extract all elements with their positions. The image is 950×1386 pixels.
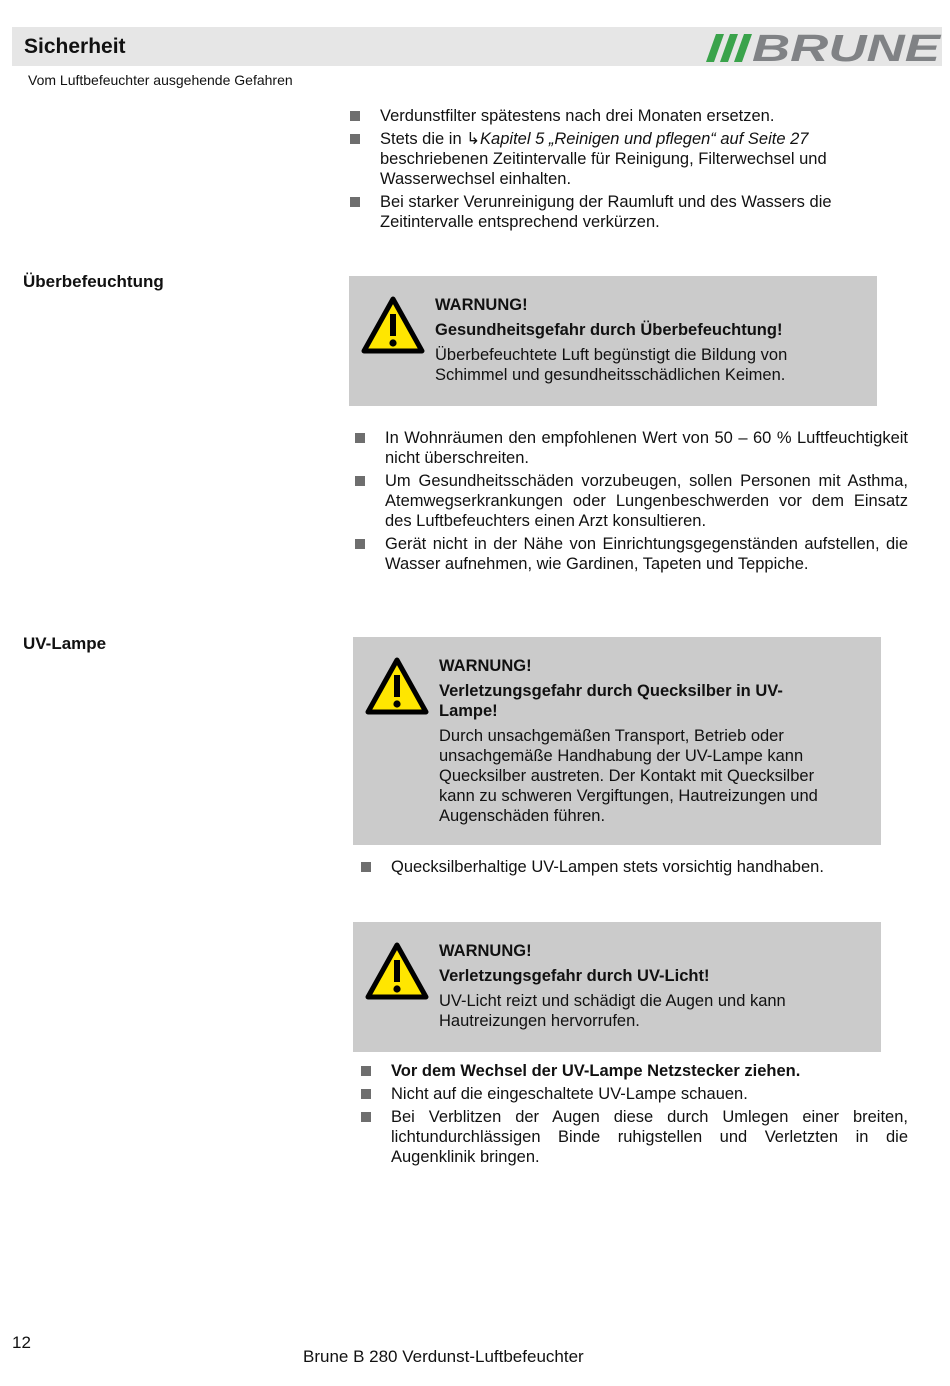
warning-box bbox=[349, 276, 877, 406]
brune-logo bbox=[702, 30, 944, 66]
bullet-icon bbox=[355, 476, 365, 486]
list-item: Quecksilberhaltige UV-Lampen stets vorsichtig handhaben. bbox=[361, 857, 908, 877]
uv-list-2 bbox=[361, 1061, 908, 1170]
warning-subtitle: Gesundheitsgefahr durch Überbefeuchtung! bbox=[435, 321, 783, 339]
warning-title: WARNUNG! bbox=[439, 942, 532, 960]
list-item: Um Gesundheitsschäden vorzubeugen, sollen Personen mit Asthma, Atemwegserkrankungen oder Lungenbeschwerden vor dem Einsatz des Luftbefeuchters einen Arzt konsultieren. bbox=[355, 471, 908, 531]
bullet-icon bbox=[361, 1066, 371, 1076]
warning-title: WARNUNG! bbox=[435, 296, 528, 314]
chapter-link[interactable]: Kapitel 5 „Reinigen und pflegen“ auf Seite 27 bbox=[480, 130, 809, 148]
warning-body: Überbefeuchtete Luft begünstigt die Bildung von Schimmel und gesundheitsschädlichen Keimen. bbox=[435, 346, 788, 384]
arrow-reference-icon: ↳ bbox=[466, 130, 481, 148]
list-item: In Wohnräumen den empfohlenen Wert von 50 – 60 % Luftfeuchtigkeit nicht überschreiten. bbox=[355, 428, 908, 468]
list-item: Bei starker Verunreinigung der Raumluft und des Wassers die Zeitintervalle entsprechend verkürzen. bbox=[350, 192, 890, 232]
uv-list-1 bbox=[361, 857, 908, 880]
warning-body: Durch unsachgemäßen Transport, Betrieb oder unsachgemäße Handhabung der UV-Lampe kann Quecksilber austreten. Der Kontakt mit Quecksilber kann zu schweren Vergiftungen, Hautreizungen und Augenschäden führen. bbox=[439, 727, 818, 825]
warning-box bbox=[353, 922, 881, 1052]
bullet-icon bbox=[350, 111, 360, 121]
bullet-icon bbox=[355, 433, 365, 443]
bullet-icon bbox=[355, 539, 365, 549]
warning-triangle-icon bbox=[361, 296, 425, 354]
list-item: Bei Verblitzen der Augen diese durch Umlegen einer breiten, lichtundurchlässigen Binde ruhigstellen und Verletzten in die Augenklinik bringen. bbox=[361, 1107, 908, 1167]
page-number: 12 bbox=[12, 1333, 31, 1352]
reference-prefix: Stets die in bbox=[380, 130, 467, 148]
warning-subtitle: Verletzungsgefahr durch Quecksilber in UV-Lampe! bbox=[439, 682, 783, 720]
warning-box bbox=[353, 637, 881, 845]
list-item: Vor dem Wechsel der UV-Lampe Netzstecker ziehen. bbox=[361, 1061, 908, 1081]
warning-triangle-icon bbox=[365, 657, 429, 715]
svg-text:BRUNE: BRUNE bbox=[752, 30, 943, 66]
footer-product: Brune B 280 Verdunst-Luftbefeuchter bbox=[303, 1347, 584, 1366]
list-item: Gerät nicht in der Nähe von Einrichtungsgegenständen aufstellen, die Wasser aufnehmen, wie Gardinen, Tapeten und Teppiche. bbox=[355, 534, 908, 574]
bullet-icon bbox=[350, 197, 360, 207]
bullet-icon bbox=[350, 134, 360, 144]
bullet-icon bbox=[361, 1112, 371, 1122]
list-item: Stets die in ↳Kapitel 5 „Reinigen und pflegen“ auf Seite 27 beschriebenen Zeitintervalle für Reinigung, Filterwechsel und Wasserwechsel einhalten. bbox=[350, 129, 890, 189]
logo-stripes-icon bbox=[706, 34, 752, 62]
bullet-icon bbox=[361, 862, 371, 872]
section-heading-ueberbefeuchtung: Überbefeuchtung bbox=[23, 272, 164, 291]
bullet-icon bbox=[361, 1089, 371, 1099]
warning-subtitle: Verletzungsgefahr durch UV-Licht! bbox=[439, 967, 710, 985]
page-title: Sicherheit bbox=[24, 35, 126, 58]
section-heading-uv-lampe: UV-Lampe bbox=[23, 634, 107, 653]
warning-triangle-icon bbox=[365, 942, 429, 1000]
intro-list bbox=[350, 106, 890, 235]
list-item: Verdunstfilter spätestens nach drei Monaten ersetzen. bbox=[350, 106, 890, 126]
warning-title: WARNUNG! bbox=[439, 657, 532, 675]
ueber-list bbox=[355, 428, 908, 577]
warning-body: UV-Licht reizt und schädigt die Augen und kann Hautreizungen hervorrufen. bbox=[439, 992, 786, 1030]
list-item: Nicht auf die eingeschaltete UV-Lampe schauen. bbox=[361, 1084, 908, 1104]
page-subtitle: Vom Luftbefeuchter ausgehende Gefahren bbox=[28, 72, 293, 88]
